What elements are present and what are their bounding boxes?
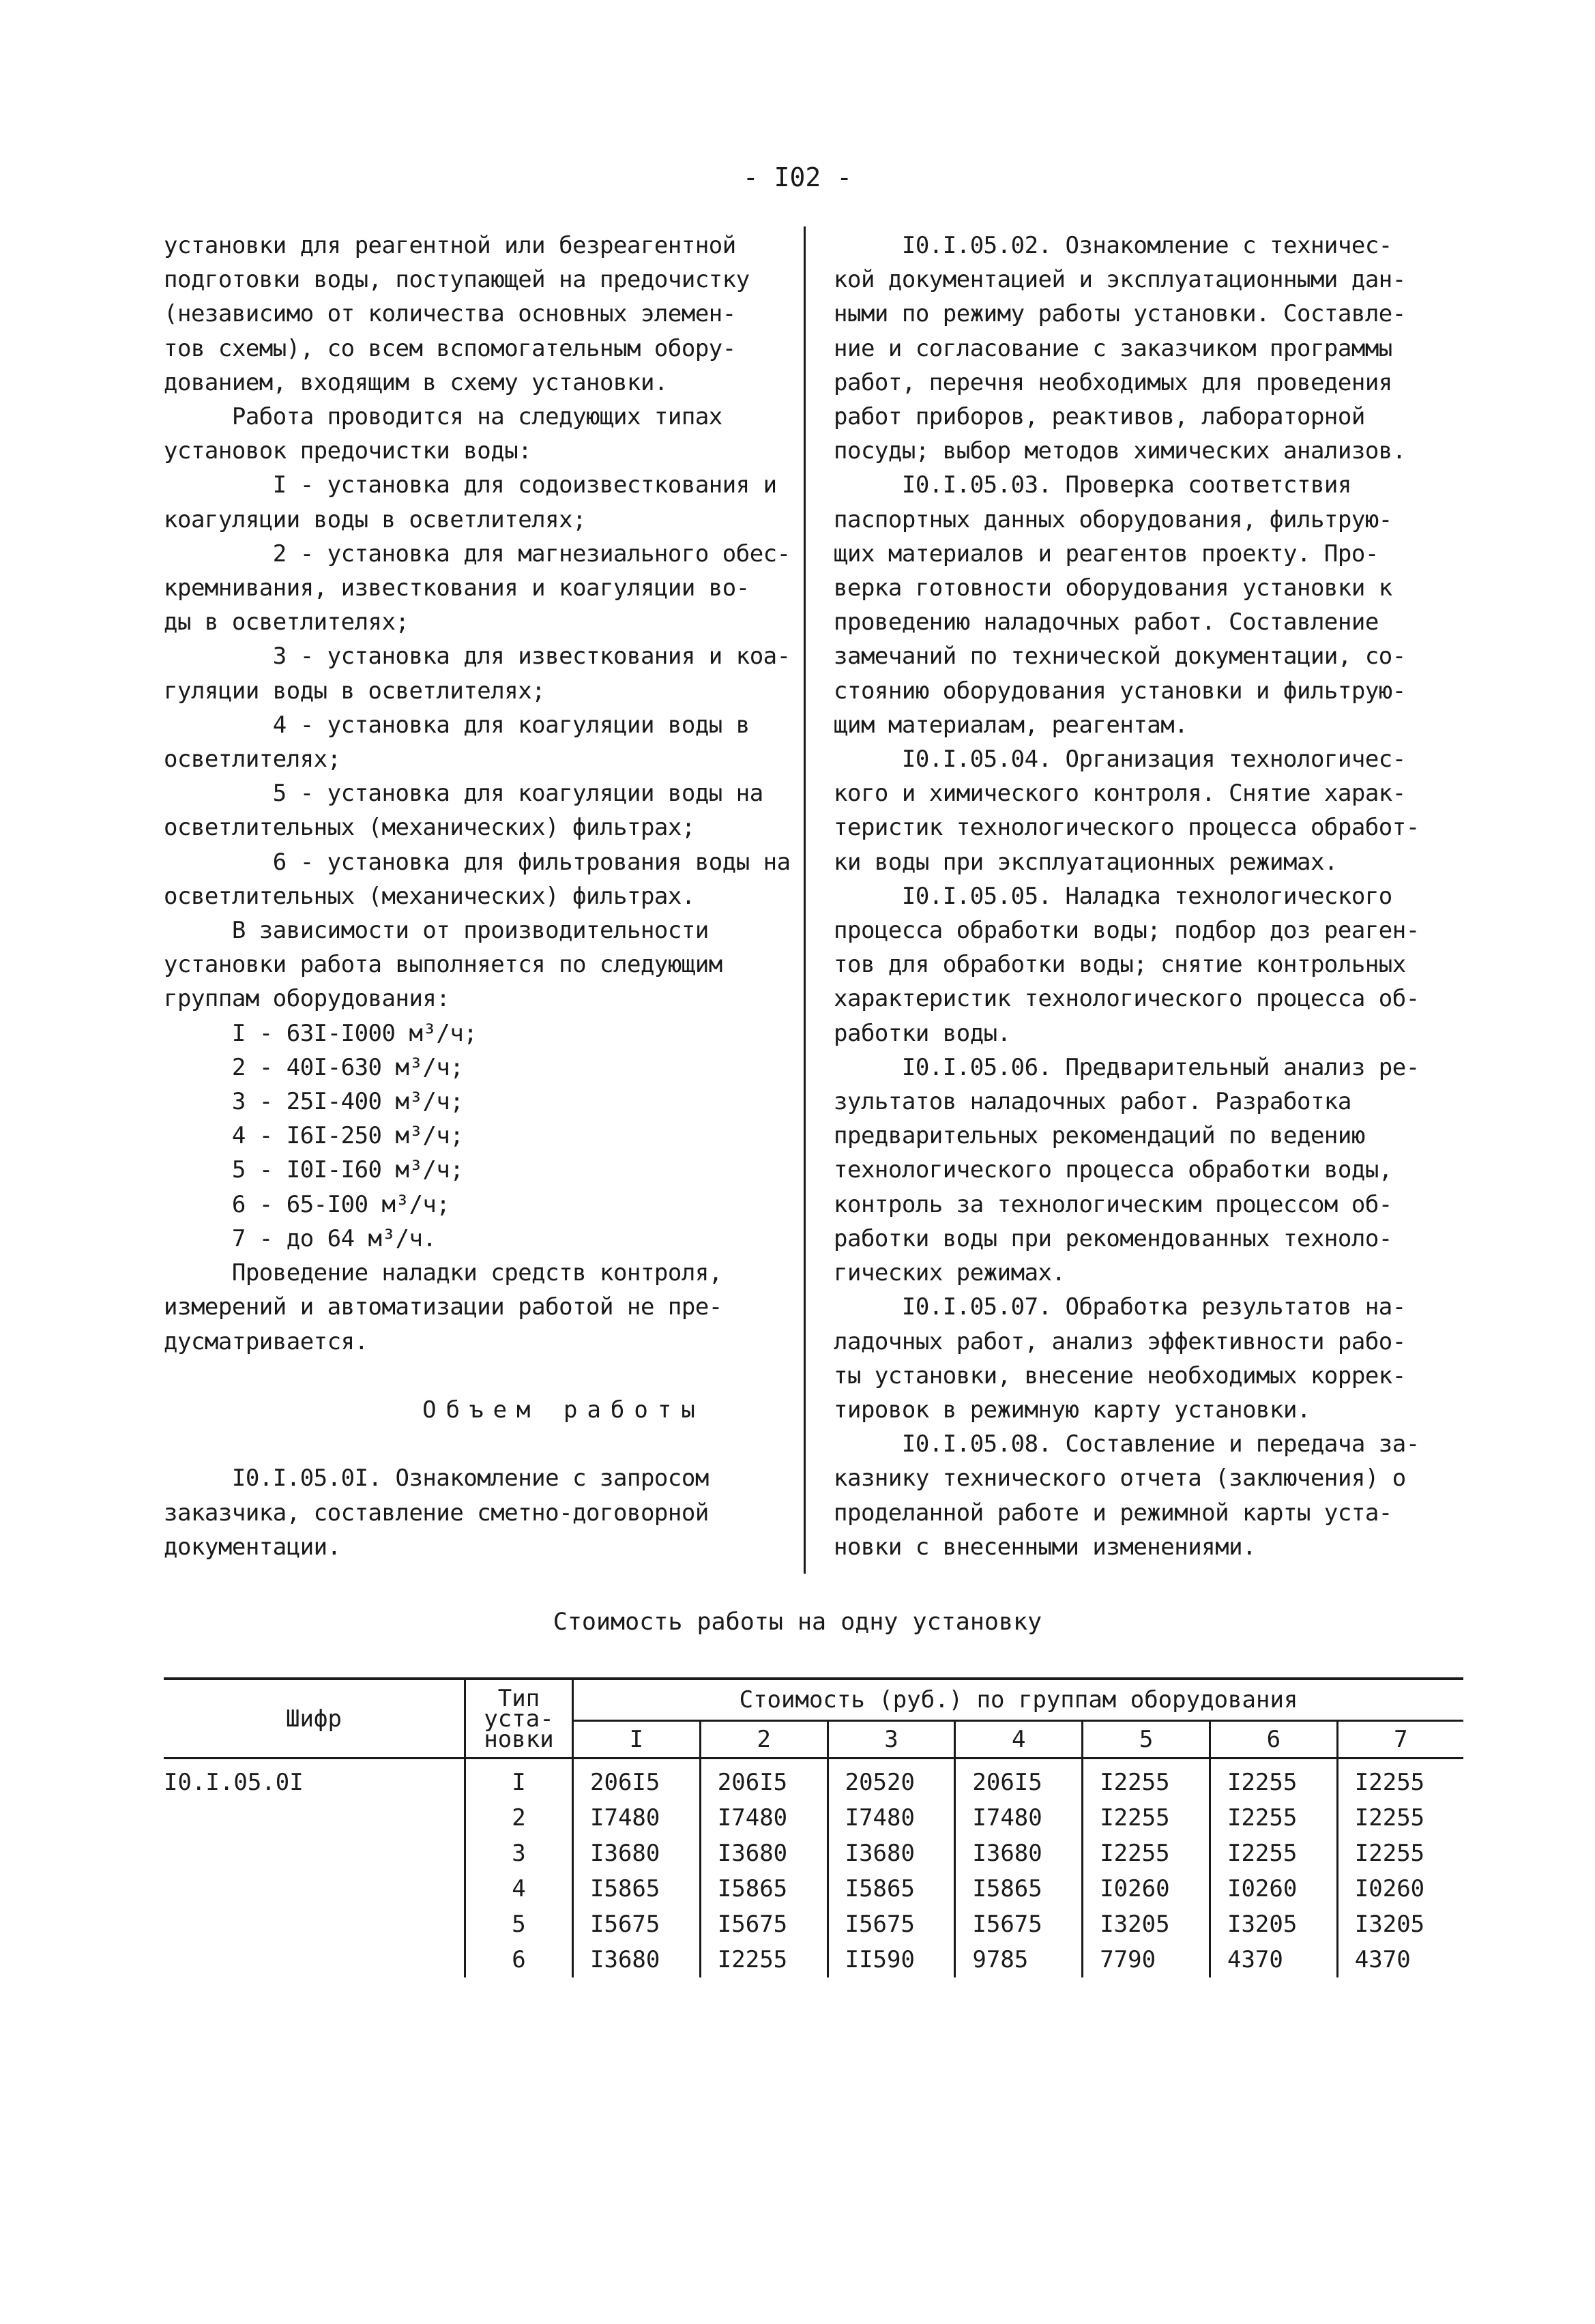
left-column-line: группам оборудования: bbox=[164, 985, 450, 1013]
column-divider bbox=[804, 226, 806, 1574]
right-column-line: тировок в режимную карту установки. bbox=[834, 1396, 1311, 1424]
left-column-line: кремнивания, известкования и коагуляции во- bbox=[164, 574, 750, 602]
table-row bbox=[164, 1836, 1463, 1871]
cell-type: 3 bbox=[465, 1836, 573, 1871]
cell-cost: I7480 bbox=[590, 1804, 660, 1832]
cell-cost: I3680 bbox=[955, 1836, 1083, 1871]
right-column-line: паспортных данных оборудования, фильтрую- bbox=[834, 505, 1392, 533]
table-caption: Стоимость работы на одну установку bbox=[553, 1608, 1042, 1636]
cell-cost: I3205 bbox=[1337, 1907, 1463, 1942]
right-column-line: работки воды при рекомендованных техноло- bbox=[834, 1224, 1392, 1252]
right-column-line: посуды; выбор методов химических анализов. bbox=[834, 437, 1406, 465]
left-column-line: 2 - 40I-630 м³/ч; bbox=[164, 1053, 464, 1081]
cell-cost: I3680 bbox=[828, 1836, 955, 1871]
section-heading: Объем работы bbox=[164, 1396, 705, 1424]
left-column-line: осветлительных (механических) фильтрах. bbox=[164, 882, 695, 910]
cell-code bbox=[164, 1942, 465, 1977]
cell-type: I bbox=[465, 1759, 573, 1801]
left-column-line: I - установка для содоизвесткования и bbox=[164, 471, 777, 499]
right-column-line: кого и химического контроля. Снятие харак- bbox=[834, 780, 1406, 808]
left-column-line: осветлителях; bbox=[164, 746, 341, 774]
right-column-line: ными по режиму работы установки. Составле- bbox=[834, 300, 1406, 328]
right-column-line: гических режимах. bbox=[834, 1259, 1066, 1287]
left-column-line: 3 - 25I-400 м³/ч; bbox=[164, 1088, 464, 1116]
left-column-line: (независимо от количества основных элемен- bbox=[164, 300, 736, 328]
cell-cost: I0260 bbox=[1083, 1871, 1210, 1907]
cell-cost: 7790 bbox=[1083, 1942, 1210, 1977]
header-type-label: Тип уста- новки bbox=[484, 1684, 554, 1753]
left-column-line: дованием, входящим в схему установки. bbox=[164, 368, 668, 396]
right-column-line: теристик технологического процесса обработ- bbox=[834, 814, 1420, 842]
cell-cost: I5675 bbox=[700, 1907, 828, 1942]
right-column-line: ние и согласование с заказчиком программы bbox=[834, 334, 1392, 362]
right-column-line: щих материалов и реагентов проекту. Про- bbox=[834, 540, 1379, 568]
header-group-2: 2 bbox=[700, 1721, 828, 1759]
cell-code bbox=[164, 1836, 465, 1871]
right-column-line: ты установки, внесение необходимых коррек- bbox=[834, 1362, 1406, 1389]
cell-cost: I5675 bbox=[955, 1907, 1083, 1942]
right-column-line: зультатов наладочных работ. Разработка bbox=[834, 1088, 1351, 1116]
left-column-line: измерений и автоматизации работой не пре- bbox=[164, 1293, 722, 1321]
cell-type: 6 bbox=[465, 1942, 573, 1977]
cell-cost: I5865 bbox=[700, 1871, 828, 1907]
cell-code: I0.I.05.0I bbox=[164, 1769, 304, 1796]
cell-cost: I3680 bbox=[590, 1946, 660, 1973]
right-column-line: технологического процесса обработки воды, bbox=[834, 1156, 1392, 1184]
left-column-line: ды в осветлителях; bbox=[164, 608, 409, 636]
left-column-line: 5 - установка для коагуляции воды на bbox=[164, 780, 763, 808]
cell-cost: I5865 bbox=[828, 1871, 955, 1907]
table-row bbox=[164, 1759, 1463, 1801]
cell-cost: I7480 bbox=[955, 1800, 1083, 1836]
left-column-line: Проведение наладки средств контроля, bbox=[164, 1259, 722, 1287]
header-group-6: 6 bbox=[1210, 1721, 1337, 1759]
left-column-line bbox=[164, 1427, 764, 1461]
cell-cost: 206I5 bbox=[700, 1759, 828, 1801]
cell-cost: 206I5 bbox=[955, 1759, 1083, 1801]
right-column-line: новки с внесенными изменениями. bbox=[834, 1533, 1257, 1561]
cell-cost: I2255 bbox=[1083, 1800, 1210, 1836]
cell-code bbox=[164, 1871, 465, 1907]
right-column-line: I0.I.05.08. Составление и передача за- bbox=[834, 1430, 1420, 1458]
cell-cost: I2255 bbox=[1210, 1836, 1337, 1871]
right-column-line: тов для обработки воды; снятие контрольных bbox=[834, 951, 1406, 979]
cell-cost: I0260 bbox=[1210, 1871, 1337, 1907]
right-column-line: казнику технического отчета (заключения) о bbox=[834, 1465, 1406, 1492]
left-column-line: установки для реагентной или безреагентной bbox=[164, 232, 736, 259]
left-column-line: подготовки воды, поступающей на предочистку bbox=[164, 266, 750, 294]
left-column-line: 6 - установка для фильтрования воды на bbox=[164, 848, 791, 876]
left-column-line: тов схемы), со всем вспомогательным обору- bbox=[164, 334, 736, 362]
cell-cost: I2255 bbox=[1337, 1800, 1463, 1836]
cell-cost: I3680 bbox=[590, 1840, 660, 1867]
cell-cost: I3205 bbox=[1210, 1907, 1337, 1942]
page-number: - I02 - bbox=[742, 162, 853, 192]
cell-cost: I2255 bbox=[1083, 1759, 1210, 1801]
header-group-1: I bbox=[573, 1721, 701, 1759]
cell-code bbox=[164, 1907, 465, 1942]
left-column-line: документации. bbox=[164, 1533, 341, 1561]
right-column-line: ладочных работ, анализ эффективности рабо- bbox=[834, 1327, 1406, 1355]
header-group-4: 4 bbox=[955, 1721, 1083, 1759]
table-row bbox=[164, 1907, 1463, 1942]
right-column-line: I0.I.05.04. Организация технологичес- bbox=[834, 746, 1406, 774]
left-column-line: 6 - 65-I00 м³/ч; bbox=[164, 1190, 450, 1218]
cell-cost: I0260 bbox=[1337, 1871, 1463, 1907]
header-type bbox=[465, 1679, 573, 1759]
cell-cost: I3205 bbox=[1083, 1907, 1210, 1942]
right-text-column bbox=[834, 229, 1448, 1564]
right-column-line: проведению наладочных работ. Составление bbox=[834, 608, 1379, 636]
right-column-line: характеристик технологического процесса об- bbox=[834, 985, 1420, 1013]
header-groups-title: Стоимость (руб.) по группам оборудования bbox=[573, 1679, 1464, 1721]
right-column-line: работки воды. bbox=[834, 1019, 1011, 1047]
left-column-line: заказчика, составление сметно-договорной bbox=[164, 1499, 709, 1527]
right-column-line: I0.I.05.07. Обработка результатов на- bbox=[834, 1293, 1406, 1321]
right-column-line: стоянию оборудования установки и фильтрую- bbox=[834, 677, 1406, 705]
left-column-line: 7 - до 64 м³/ч. bbox=[164, 1224, 437, 1252]
right-column-line: I0.I.05.06. Предварительный анализ ре- bbox=[834, 1053, 1420, 1081]
left-column-line: установок предочистки воды: bbox=[164, 437, 532, 465]
right-column-line: контроль за технологическим процессом об- bbox=[834, 1190, 1392, 1218]
cell-cost: I2255 bbox=[1337, 1836, 1463, 1871]
cell-cost: I3680 bbox=[700, 1836, 828, 1871]
left-text-column bbox=[164, 229, 791, 1564]
cell-cost: I7480 bbox=[828, 1800, 955, 1836]
right-column-line: I0.I.05.05. Наладка технологического bbox=[834, 882, 1392, 910]
left-column-line: 3 - установка для известкования и коа- bbox=[164, 643, 791, 671]
cell-cost: I2255 bbox=[1083, 1836, 1210, 1871]
cell-cost: I2255 bbox=[1210, 1800, 1337, 1836]
table-row bbox=[164, 1871, 1463, 1907]
left-column-line: дусматривается. bbox=[164, 1327, 368, 1355]
cell-cost: I5865 bbox=[590, 1875, 660, 1902]
cell-type: 5 bbox=[465, 1907, 573, 1942]
left-column-line: 5 - I0I-I60 м³/ч; bbox=[164, 1156, 464, 1184]
cell-cost: I5675 bbox=[590, 1911, 660, 1938]
cell-cost: II590 bbox=[828, 1942, 955, 1977]
left-column-line: 4 - I6I-250 м³/ч; bbox=[164, 1122, 464, 1150]
left-column-line: I - 63I-I000 м³/ч; bbox=[164, 1019, 478, 1047]
table-row bbox=[164, 1942, 1463, 1977]
left-column-line: Работа проводится на следующих типах bbox=[164, 403, 722, 431]
right-column-line: I0.I.05.02. Ознакомление с техничес- bbox=[834, 232, 1392, 259]
cell-cost: I2255 bbox=[1210, 1759, 1337, 1801]
cell-cost: I5675 bbox=[828, 1907, 955, 1942]
left-column-line bbox=[164, 1359, 764, 1393]
right-column-line: верка готовности оборудования установки к bbox=[834, 574, 1392, 602]
cell-cost: 4370 bbox=[1210, 1942, 1337, 1977]
cell-cost: 4370 bbox=[1337, 1942, 1463, 1977]
header-code: Шифр bbox=[164, 1679, 465, 1759]
cell-type: 4 bbox=[465, 1871, 573, 1907]
right-column-line: I0.I.05.03. Проверка соответствия bbox=[834, 471, 1351, 499]
right-column-line: процесса обработки воды; подбор доз реаген- bbox=[834, 917, 1420, 945]
left-column-line: коагуляции воды в осветлителях; bbox=[164, 505, 587, 533]
cell-code bbox=[164, 1800, 465, 1836]
right-column-line: ки воды при эксплуатационных режимах. bbox=[834, 848, 1338, 876]
cell-cost: I5865 bbox=[955, 1871, 1083, 1907]
left-column-line: установки работа выполняется по следующим bbox=[164, 951, 722, 979]
header-group-7: 7 bbox=[1337, 1721, 1463, 1759]
right-column-line: кой документацией и эксплуатационными дан- bbox=[834, 266, 1406, 294]
right-column-line: работ приборов, реактивов, лабораторной bbox=[834, 403, 1365, 431]
left-column-line: I0.I.05.0I. Ознакомление с запросом bbox=[164, 1465, 709, 1492]
right-column-line: работ, перечня необходимых для проведения bbox=[834, 368, 1392, 396]
header-group-3: 3 bbox=[828, 1721, 955, 1759]
cell-cost: I7480 bbox=[700, 1800, 828, 1836]
table-row bbox=[164, 1800, 1463, 1836]
cell-cost: 206I5 bbox=[590, 1769, 660, 1796]
right-column-line: замечаний по технической документации, со- bbox=[834, 643, 1406, 671]
header-group-5: 5 bbox=[1083, 1721, 1210, 1759]
cell-cost: 20520 bbox=[828, 1759, 955, 1801]
cell-cost: I2255 bbox=[700, 1942, 828, 1977]
cell-type: 2 bbox=[465, 1800, 573, 1836]
cost-table bbox=[164, 1677, 1463, 1977]
cell-cost: I2255 bbox=[1337, 1759, 1463, 1801]
right-column-line: проделанной работе и режимной карты уста- bbox=[834, 1499, 1392, 1527]
left-column-line: 2 - установка для магнезиального обес- bbox=[164, 540, 791, 568]
left-column-line: 4 - установка для коагуляции воды в bbox=[164, 711, 750, 739]
left-column-line: осветлительных (механических) фильтрах; bbox=[164, 814, 695, 842]
left-column-line: В зависимости от производительности bbox=[164, 917, 709, 945]
right-column-line: щим материалам, реагентам. bbox=[834, 711, 1188, 739]
right-column-line: предварительных рекомендаций по ведению bbox=[834, 1122, 1365, 1150]
left-column-line: гуляции воды в осветлителях; bbox=[164, 677, 546, 705]
cell-cost: 9785 bbox=[955, 1942, 1083, 1977]
